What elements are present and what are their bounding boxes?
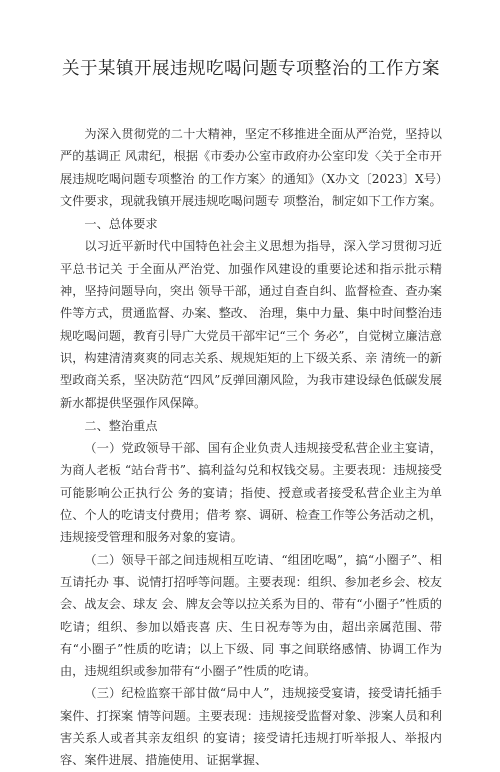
intro-paragraph: 为深入贯彻党的二十大精神，坚定不移推进全面从严治党，坚持以严的基调正 风肃纪，根据《市委办公室市政府办公室印发〈关于全市开展违规吃喝问题专项整治 的工作方案〉的通知》（X办文〔2023〕X号）文件要求，现就我镇开展违规吃喝问题专 项整治，制定如下工作方案。 <box>60 127 442 208</box>
section-heading: 一、总体要求 <box>84 217 158 232</box>
body-paragraph: （三）纪检监察干部甘做“局中人”，违规接受宴请，接受请托插手案件、打探案 情等问题。主要表现：违规接受监督对象、涉案人员和利害关系人或者其亲友组织 的宴请；接受请托违规打听举报人、举报内容、案件进展、措施使用、证据掌握、 <box>60 686 442 768</box>
section-heading: 二、整治重点 <box>84 418 158 433</box>
body-paragraph: （二）领导干部之间违规相互吃请、“组团吃喝”，搞“小圈子”、相互请托办 事、说情打招呼等问题。主要表现：组织、参加老乡会、校友会、战友会、球友 会、牌友会等以拉关系为目的、带有“小圈子”性质的吃请；组织、参加以婚丧喜 庆、生日祝寿等为由，超出亲属范围、带有“小圈子”性质的吃请；以上下级、同 事之间联络感情、协调工作为由，违规组织或参加带有“小圈子”性质的吃请。 <box>60 552 442 679</box>
document-body <box>60 123 442 772</box>
body-paragraph: 以习近平新时代中国特色社会主义思想为指导，深入学习贯彻习近平总书记关 于全面从严治党、加强作风建设的重要论述和指示批示精神，坚持问题导向，突出 领导干部，通过自查自纠、监督检查、查办案件等方式，贯通监督、办案、整改、 治理，集中力量、集中时间整治违规吃喝问题，教育引导广大党员干部牢记“三个 务必”，自觉树立廉洁意识，构建清清爽爽的同志关系、规规矩矩的上下级关系、亲 清统一的新型政商关系，坚决防范“四风”反弹回潮风险，为我市建设绿色低碳发展 新水都提供坚强作风保障。 <box>60 239 442 410</box>
body-paragraph: （一）党政领导干部、国有企业负责人违规接受私营企业主宴请，为商人老板 “站台背书”、搞利益勾兑和权钱交易。主要表现：违规接受可能影响公正执行公 务的宴请；指使、授意或者接受私营企业主为单位、个人的吃请支付费用；借考 察、调研、检查工作等公务活动之机，违规接受管理和服务对象的宴请。 <box>60 441 442 545</box>
document-title: 关于某镇开展违规吃喝问题专项整治的工作方案 <box>62 59 440 79</box>
